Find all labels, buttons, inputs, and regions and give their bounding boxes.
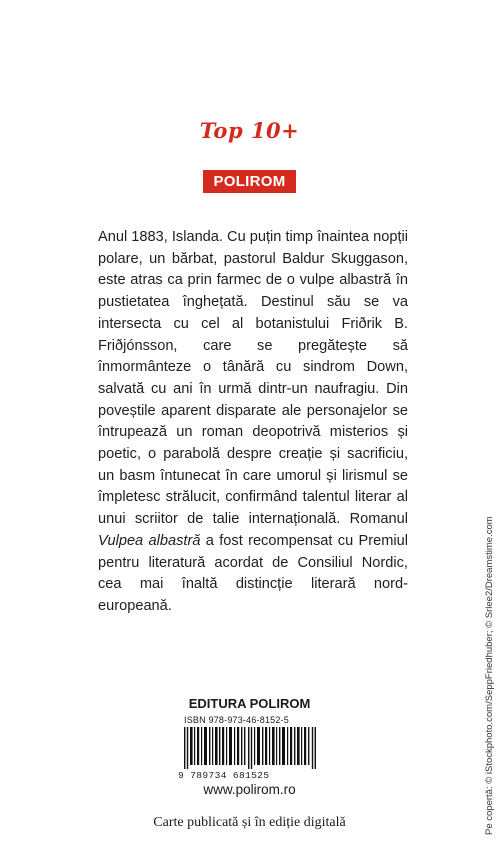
blurb-part-1: Anul 1883, Islanda. Cu puțin timp înaintea nopții polare, un bărbat, pastorul Baldur Skuggason, este atras ca prin farmec de o vulpe albastră în pustietatea înghețată. Destinul său se va intersecta cu cel al botanistului Friðrik B. Friðjónsson, care se pregătește să înmormânteze o tânără cu sindrom Down, salvată cu ani în urmă dintr-un naufragiu. Din poveștile aparent disparate ale personajelor se întrupează un roman deopotrivă misterios și poetic, o parabolă despre creație și sacrificiu, un basm întunecat în care umorul și lirismul se împletesc strălucit, confirmând talentul literar al unui scriitor de talie internațională. Romanul [98,229,408,528]
website-link[interactable]: www.polirom.ro [203,782,296,797]
digital-edition-note: Carte publicată și în ediție digitală [153,815,346,830]
publisher-badge: POLIROM [203,170,296,193]
blurb-part-2: a fost recompensat cu Premiul pentru literatură acordat de Consiliul Nordic, cea mai înaltă distincție literară nord-europeană. [98,532,408,614]
publisher-name: EDITURA POLIROM [188,696,311,711]
barcode-digits: 9 789734 681525 [178,770,270,781]
barcode-icon [184,727,316,769]
cover-credit: Pe copertă: © iStockphoto.com/SeppFriedhuber; © Srlee2/Dreamstime.com [484,516,495,835]
book-title-italic: Vulpea albastră [98,532,201,549]
series-logo: Top 10+ [199,118,300,143]
isbn-label: ISBN 978-973-46-8152-5 [184,715,289,725]
blurb-text [98,227,408,618]
